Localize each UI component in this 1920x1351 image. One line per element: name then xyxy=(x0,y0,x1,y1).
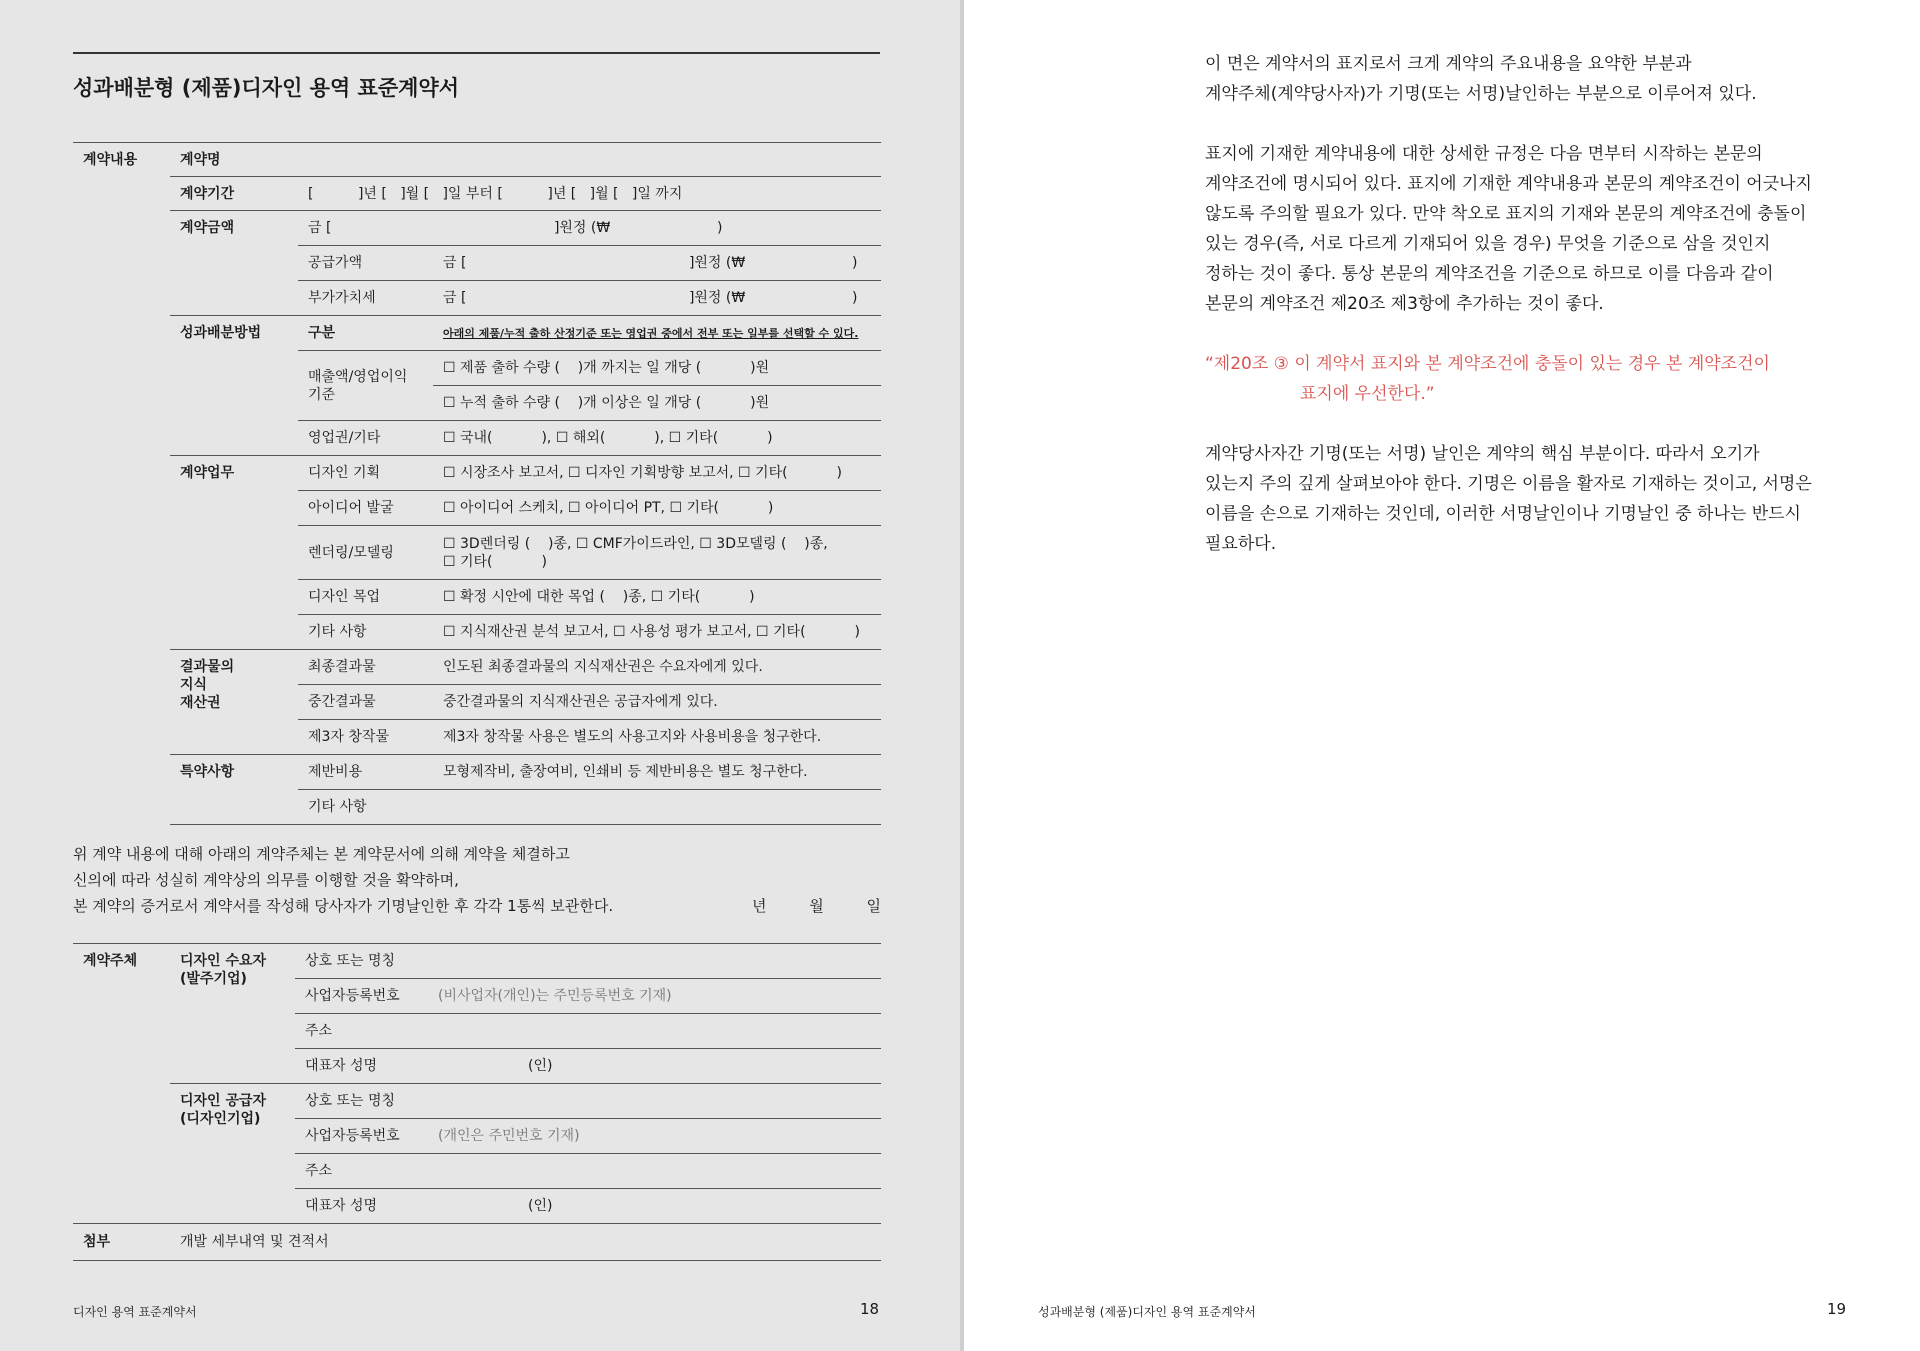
special-row-value xyxy=(433,790,881,825)
work-row-value: ☐ 아이디어 스케치, ☐ 아이디어 PT, ☐ 기타( ) xyxy=(433,491,881,526)
work-row-value: ☐ 지식재산권 분석 보고서, ☐ 사용성 평가 보고서, ☐ 기타( ) xyxy=(433,615,881,650)
work-row-value-line1: ☐ 3D렌더링 ( )종, ☐ CMF가이드라인, ☐ 3D모델링 ( )종, xyxy=(443,535,828,552)
declaration-line: 본 계약의 증거로서 계약서를 작성해 당사자가 기명날인한 후 각각 1통씩 보관한다. xyxy=(73,897,614,915)
business-rights-label: 영업권/기타 xyxy=(298,421,433,456)
attachment-label: 첨부 xyxy=(73,1224,170,1261)
ip-label-line1: 결과물의 xyxy=(180,659,235,675)
contract-period-label: 계약기간 xyxy=(170,177,298,211)
work-row-value: ☐ 시장조사 보고서, ☐ 디자인 기획방향 보고서, ☐ 기타( ) xyxy=(433,456,881,491)
supplier-row-label: 상호 또는 명칭 xyxy=(295,1084,428,1119)
client-row-label: 사업자등록번호 xyxy=(295,979,428,1014)
supplier-label-line2: (디자인기업) xyxy=(180,1111,261,1127)
ip-row-value: 인도된 최종결과물의 지식재산권은 수요자에게 있다. xyxy=(433,650,881,685)
day-label: 일 xyxy=(866,897,881,915)
quote-clause xyxy=(1205,349,1845,409)
declaration-line: 위 계약 내용에 대해 아래의 계약주체는 본 계약문서에 의해 계약을 체결하고 xyxy=(73,845,570,863)
vat-label: 부가가치세 xyxy=(298,281,433,316)
paragraph-line: 계약당사자간 기명(또는 서명) 날인은 계약의 핵심 부분이다. 따라서 오기가 xyxy=(1205,444,1760,464)
business-rights-value: ☐ 국내( ), ☐ 해외( ), ☐ 기타( ) xyxy=(433,421,881,456)
work-row-label: 디자인 목업 xyxy=(298,580,433,615)
ip-row-label: 제3자 창작물 xyxy=(298,720,433,755)
sales-basis-value-1: ☐ 제품 출하 수량 ( )개 까지는 일 개당 ( )원 xyxy=(433,351,881,386)
top-rule xyxy=(73,52,880,54)
document-title: 성과배분형 (제품)디자인 용역 표준계약서 xyxy=(73,76,459,100)
paragraph-line: 계약조건에 명시되어 있다. 표지에 기재한 계약내용과 본문의 계약조건이 어긋나지 xyxy=(1205,174,1812,194)
profit-division-value xyxy=(433,316,881,351)
client-row-label: 대표자 성명 xyxy=(295,1049,428,1084)
client-seal: (인) xyxy=(528,1058,553,1074)
client-row-value xyxy=(428,1014,881,1049)
client-label xyxy=(170,944,295,1084)
paragraph-line: 정하는 것이 좋다. 통상 본문의 계약조건을 기준으로 하므로 이를 다음과 같이 xyxy=(1205,264,1774,284)
work-row-value: ☐ 확정 시안에 대한 목업 ( )종, ☐ 기타( ) xyxy=(433,580,881,615)
paragraph-line: 이 면은 계약서의 표지로서 크게 계약의 주요내용을 요약한 부분과 xyxy=(1205,54,1692,74)
ip-row-value: 중간결과물의 지식재산권은 공급자에게 있다. xyxy=(433,685,881,720)
profit-division-note: 아래의 제품/누적 출하 산정기준 또는 영업권 중에서 전부 또는 일부를 선택할 수 있다. xyxy=(443,326,859,340)
page-number-left: 18 xyxy=(860,1300,880,1318)
supply-price-label: 공급가액 xyxy=(298,246,433,281)
vat-value: 금 [ ]원정 (₩ ) xyxy=(433,281,881,316)
ip-row-label: 중간결과물 xyxy=(298,685,433,720)
supplier-row-value xyxy=(428,1189,881,1224)
work-row-label: 렌더링/모델링 xyxy=(298,526,433,580)
work-row-label: 아이디어 발굴 xyxy=(298,491,433,526)
supply-price-value: 금 [ ]원정 (₩ ) xyxy=(433,246,881,281)
ip-row-label: 최종결과물 xyxy=(298,650,433,685)
client-label-line1: 디자인 수요자 xyxy=(180,953,267,969)
contract-period-value: [ ]년 [ ]월 [ ]일 부터 [ ]년 [ ]월 [ ]일 까지 xyxy=(298,177,881,211)
contract-amount-value: 금 [ ]원정 (₩ ) xyxy=(298,211,881,246)
special-terms-label: 특약사항 xyxy=(170,755,298,825)
declaration-line: 신의에 따라 성실히 계약상의 의무를 이행할 것을 확약하며, xyxy=(73,871,459,889)
client-row-value xyxy=(428,1049,881,1084)
paragraph-line: 필요하다. xyxy=(1205,534,1277,554)
contract-work-label: 계약업무 xyxy=(170,456,298,650)
footer-title-right: 성과배분형 (제품)디자인 용역 표준계약서 xyxy=(1038,1305,1256,1319)
section-contract-content: 계약내용 xyxy=(73,143,170,825)
paragraph-3 xyxy=(1205,439,1845,559)
paragraph-1 xyxy=(1205,49,1845,109)
quote-line: “제20조 ③ 이 계약서 표지와 본 계약조건에 충돌이 있는 경우 본 계약조건이 xyxy=(1205,354,1770,374)
paragraph-line: 이름을 손으로 기재하는 것인데, 이러한 서명날인이나 기명날인 중 하나는 반드시 xyxy=(1205,504,1801,524)
client-row-value: (비사업자(개인)는 주민등록번호 기재) xyxy=(428,979,881,1014)
quote-line: 표지에 우선한다.” xyxy=(1300,384,1435,404)
profit-division-label: 구분 xyxy=(298,316,433,351)
year-label: 년 xyxy=(751,897,767,915)
supplier-seal: (인) xyxy=(528,1198,553,1214)
client-row-label: 주소 xyxy=(295,1014,428,1049)
client-label-line2: (발주기업) xyxy=(180,971,247,987)
paragraph-line: 표지에 기재한 계약내용에 대한 상세한 규정은 다음 면부터 시작하는 본문의 xyxy=(1205,144,1763,164)
sales-basis-value-2: ☐ 누적 출하 수량 ( )개 이상은 일 개당 ( )원 xyxy=(433,386,881,421)
ip-label-line2: 지식 xyxy=(180,677,208,693)
contract-name-value xyxy=(298,143,881,177)
footer-title-left: 디자인 용역 표준계약서 xyxy=(73,1305,197,1319)
contract-content-table xyxy=(73,142,881,825)
section-contract-parties: 계약주체 xyxy=(73,944,170,1224)
supplier-label-line1: 디자인 공급자 xyxy=(180,1093,267,1109)
special-row-label: 기타 사항 xyxy=(298,790,433,825)
paragraph-line: 있는 경우(즉, 서로 다르게 기재되어 있을 경우) 무엇을 기준으로 삼을 것인지 xyxy=(1205,234,1771,254)
client-row-value xyxy=(428,944,881,979)
work-row-value-line2: ☐ 기타( ) xyxy=(443,553,547,570)
supplier-row-label: 대표자 성명 xyxy=(295,1189,428,1224)
work-row-label: 기타 사항 xyxy=(298,615,433,650)
work-row-value xyxy=(433,526,881,580)
special-row-value: 모형제작비, 출장여비, 인쇄비 등 제반비용은 별도 청구한다. xyxy=(433,755,881,790)
supplier-row-label: 사업자등록번호 xyxy=(295,1119,428,1154)
paragraph-line: 않도록 주의할 필요가 있다. 만약 착오로 표지의 기재와 본문의 계약조건에 충돌이 xyxy=(1205,204,1807,224)
paragraph-line: 본문의 계약조건 제20조 제3항에 추가하는 것이 좋다. xyxy=(1205,294,1604,314)
paragraph-line: 있는지 주의 깊게 살펴보아야 한다. 기명은 이름을 활자로 기재하는 것이고, 서명은 xyxy=(1205,474,1812,494)
supplier-row-label: 주소 xyxy=(295,1154,428,1189)
special-row-label: 제반비용 xyxy=(298,755,433,790)
paragraph-2 xyxy=(1205,139,1845,319)
declaration-text xyxy=(73,841,881,919)
page-number-right: 19 xyxy=(1827,1300,1847,1318)
supplier-row-value xyxy=(428,1154,881,1189)
client-row-label: 상호 또는 명칭 xyxy=(295,944,428,979)
supplier-label xyxy=(170,1084,295,1224)
supplier-row-value: (개인은 주민번호 기재) xyxy=(428,1119,881,1154)
paragraph-line: 계약주체(계약당사자)가 기명(또는 서명)날인하는 부분으로 이루어져 있다. xyxy=(1205,84,1757,104)
contract-name-label: 계약명 xyxy=(170,143,298,177)
date-fields xyxy=(714,893,881,919)
supplier-row-value xyxy=(428,1084,881,1119)
profit-method-label: 성과배분방법 xyxy=(170,316,298,456)
contract-parties-table xyxy=(73,943,881,1261)
work-row-label: 디자인 기획 xyxy=(298,456,433,491)
attachment-value: 개발 세부내역 및 견적서 xyxy=(170,1224,881,1261)
ip-row-value: 제3자 창작물 사용은 별도의 사용고지와 사용비용을 청구한다. xyxy=(433,720,881,755)
contract-amount-label: 계약금액 xyxy=(170,211,298,316)
month-label: 월 xyxy=(809,897,824,915)
ip-label-line3: 재산권 xyxy=(180,695,221,711)
ip-rights-label xyxy=(170,650,298,755)
sales-basis-label: 매출액/영업이익 기준 xyxy=(298,351,433,421)
